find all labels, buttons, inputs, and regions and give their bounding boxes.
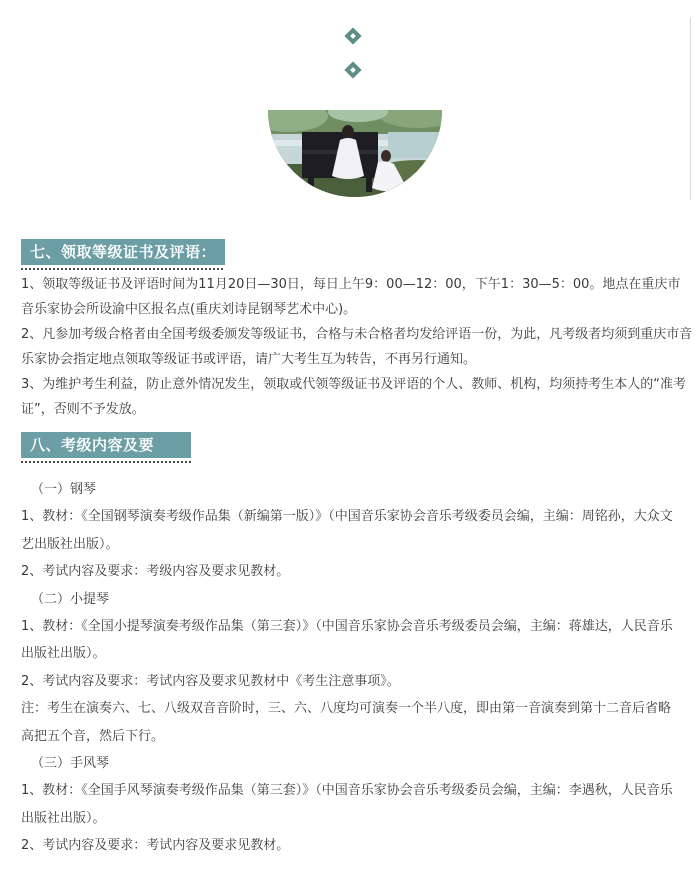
paragraph-certificate-time: 1、领取等级证书及评语时间为11月20日—30日，每日上午9：00—12：00，下午1：30—5：00。地点在重庆市音乐家协会所设渝中区报名点(重庆刘诗昆钢琴艺术中心)。 [21, 277, 681, 317]
subheading-piano: （一）钢琴 [31, 482, 97, 497]
violin-material: 1、教材：《全国小提琴演奏考级作品集（第三套）》（中国音乐家协会音乐考级委员会编，主编：蒋雄达，人民音乐出版社出版）。 [21, 619, 673, 662]
subheading-violin: （二）小提琴 [31, 591, 110, 607]
paragraph-certificate-admission: 3、为维护考生利益，防止意外情况发生，领取或代领等级证书及评语的个人、教师、机构，均须持考生本人的“准考证”，否则不予发放。 [21, 377, 687, 417]
heading-dotted-underline [21, 461, 191, 463]
subheading-accordion: （三）手风琴 [31, 756, 110, 772]
diamond-ornament-icon [345, 62, 362, 79]
piano-material: 1、教材：《全国钢琴演奏考级作品集（新编第一版）》（中国音乐家协会音乐考级委员会编，主编：周铭孙，大众文艺出版社出版）。 [21, 509, 673, 552]
piano-requirement: 2、考试内容及要求：考级内容及要求见教材。 [21, 564, 290, 580]
diamond-ornament-icon [345, 28, 362, 45]
violin-requirement: 2、考试内容及要求：考试内容及要求见教材中《考生注意事项》。 [21, 673, 400, 689]
exam-content-body [21, 476, 681, 860]
heading-dotted-underline [21, 268, 223, 270]
right-divider [690, 18, 691, 200]
section-heading-certificates: 七、领取等级证书及评语： [21, 239, 225, 265]
piano-player-photo [268, 110, 442, 197]
paragraph-certificate-issuing: 2、凡参加考级合格者由全国考级委颁发等级证书，合格与未合格者均发给评语一份，为此，凡考级者均须到重庆市音乐家协会指定地点领取等级证书或评语，请广大考生互为转告，不再另行通知。 [21, 327, 693, 367]
accordion-requirement: 2、考试内容及要求：考试内容及要求见教材。 [21, 838, 290, 854]
violin-note: 注：考生在演奏六、七、八级双音音阶时，三、六、八度均可演奏一个半八度，即由第一音演奏到第十二音后省略高把五个音，然后下行。 [21, 701, 672, 744]
section-heading-exam-content: 八、考级内容及要求： [21, 432, 191, 458]
accordion-material: 1、教材：《全国手风琴演奏考级作品集（第三套）》（中国音乐家协会音乐考级委员会编，主编：李遇秋，人民音乐出版社出版）。 [21, 783, 673, 826]
